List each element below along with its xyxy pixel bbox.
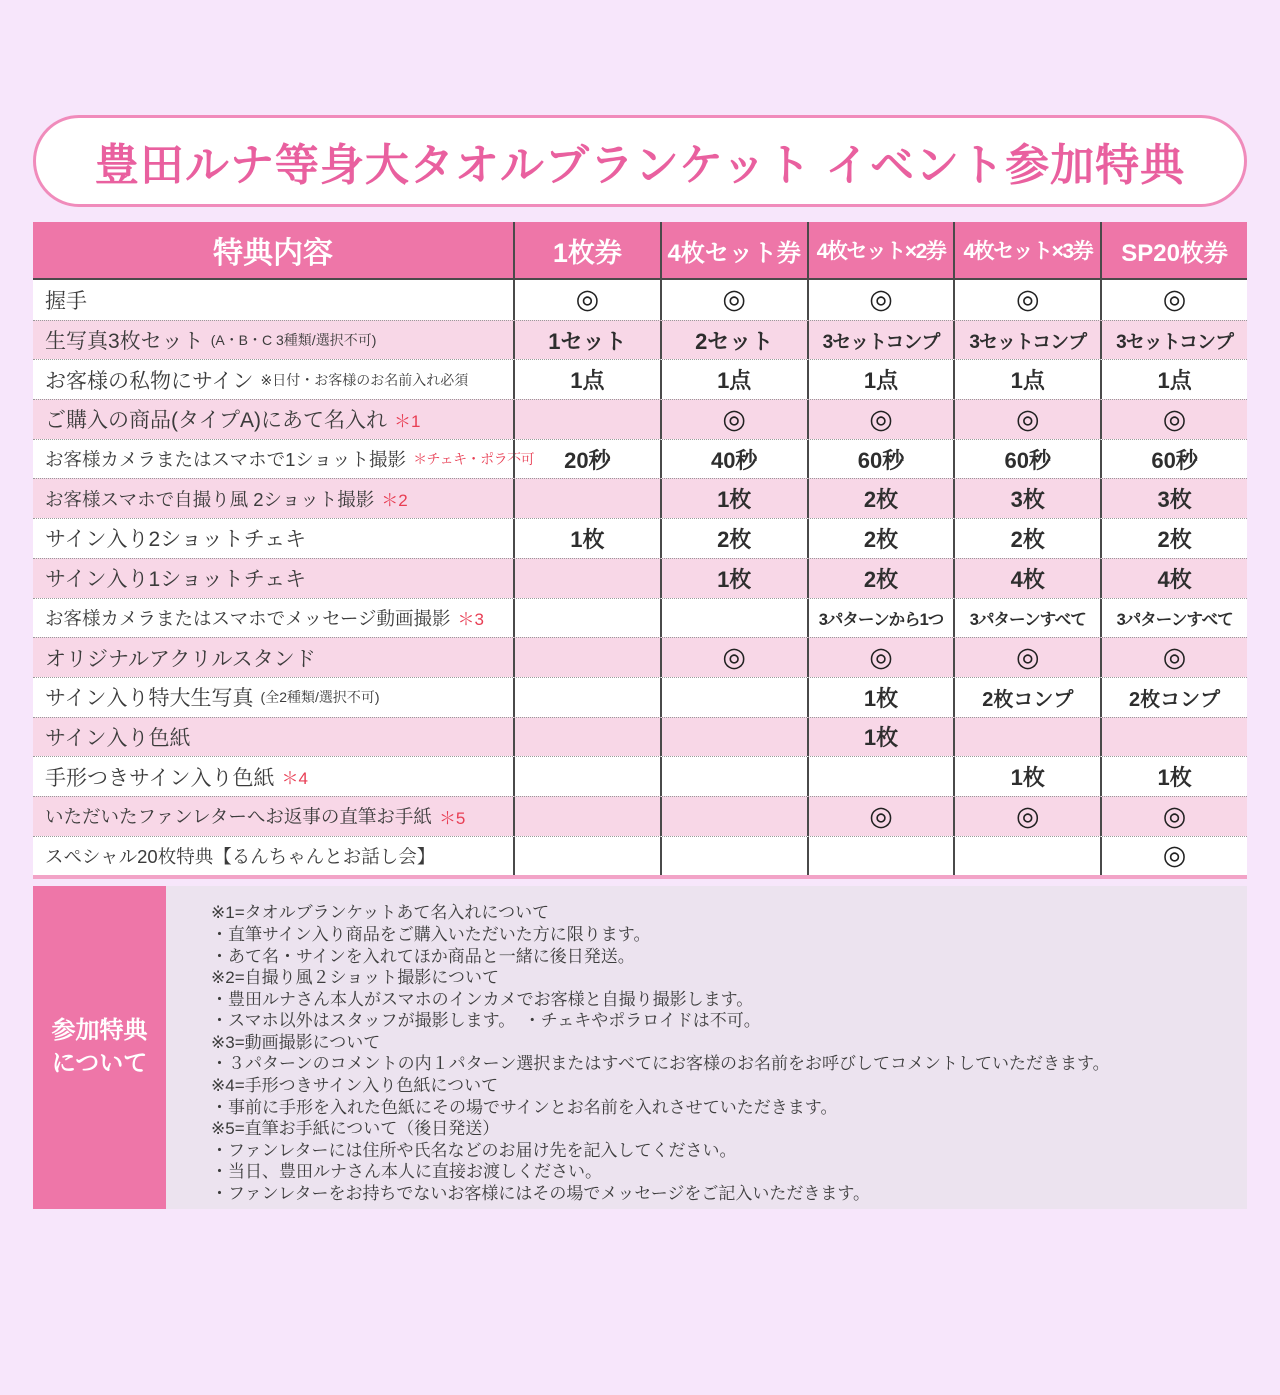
benefit-value-cell	[660, 718, 807, 757]
table-row	[33, 558, 1247, 598]
benefit-value-cell: 20秒	[513, 440, 660, 479]
benefit-value-cell	[513, 638, 660, 677]
benefit-value-cell: 3パターンすべて	[953, 599, 1100, 638]
benefit-label-cell	[33, 360, 513, 399]
benefit-label: 生写真3枚セット	[45, 330, 204, 354]
benefit-value-cell: 1点	[660, 360, 807, 399]
event-benefits-poster	[0, 115, 1280, 1395]
note-line: ※5=直筆お手紙について（後日発送）	[211, 1119, 500, 1139]
benefit-value-cell	[660, 757, 807, 796]
benefit-label: お客様スマホで自撮り風 2ショット撮影	[45, 488, 375, 510]
benefit-value-cell: ◎	[807, 638, 954, 677]
benefit-value-cell: ◎	[807, 797, 954, 836]
table-row	[33, 280, 1247, 320]
benefit-value-cell: ◎	[660, 280, 807, 320]
benefit-value-cell	[660, 678, 807, 717]
note-line: ※4=手形つきサイン入り色紙について	[211, 1076, 499, 1096]
note-line: ・３パターンのコメントの内１パターン選択またはすべてにお客様のお名前をお呼びしてコメントしていただきます。	[211, 1054, 1110, 1074]
benefit-value-cell: ◎	[1100, 280, 1247, 320]
benefit-label-cell	[33, 440, 535, 479]
column-header-ticket-4setx3: 4枚セット×3券	[953, 222, 1100, 278]
table-row	[33, 518, 1247, 558]
benefit-value-cell: 60秒	[1100, 440, 1247, 479]
benefit-label-cell	[33, 718, 513, 757]
benefit-value-cell: 4枚	[953, 559, 1100, 598]
benefit-value-cell	[1100, 718, 1247, 757]
column-header-ticket-4set: 4枚セット券	[660, 222, 807, 278]
benefit-label: オリジナルアクリルスタンド	[45, 647, 316, 671]
benefit-value-cell: 1点	[953, 360, 1100, 399]
benefit-value-cell: 1枚	[660, 479, 807, 518]
benefit-value-cell	[513, 718, 660, 757]
benefit-label-cell	[33, 519, 513, 558]
column-header-ticket-1: 1枚券	[513, 222, 660, 278]
benefit-value-cell: ◎	[807, 280, 954, 320]
benefit-label-cell	[33, 321, 513, 360]
table-row	[33, 677, 1247, 717]
benefit-value-cell: 2枚	[807, 519, 954, 558]
benefit-label: お客様カメラまたはスマホでメッセージ動画撮影	[45, 607, 451, 629]
benefit-value-cell	[953, 837, 1100, 876]
benefit-label-cell	[33, 678, 513, 717]
table-row	[33, 439, 1247, 479]
benefit-value-cell	[660, 797, 807, 836]
benefit-value-cell: ◎	[1100, 797, 1247, 836]
notes-label-line1: 参加特典	[51, 1017, 148, 1045]
benefit-value-cell	[660, 599, 807, 638]
table-header-row	[33, 222, 1247, 280]
benefit-value-cell: 1点	[807, 360, 954, 399]
column-header-benefit: 特典内容	[213, 237, 333, 270]
benefit-value-cell: 3枚	[953, 479, 1100, 518]
benefit-value-cell: 2枚	[807, 479, 954, 518]
benefit-small-note: ※日付・お客様のお名前入れ必須	[260, 371, 469, 388]
benefit-small-note: (全2種類/選択不可)	[260, 689, 380, 706]
benefit-value-cell	[807, 757, 954, 796]
benefit-value-cell	[513, 479, 660, 518]
note-line: ※1=タオルブランケットあて名入れについて	[211, 903, 550, 923]
column-header-ticket-sp20: SP20枚券	[1100, 222, 1247, 278]
note-line: ・直筆サイン入り商品をご購入いただいた方に限ります。	[211, 924, 651, 944]
notes-section	[33, 886, 1247, 1209]
benefit-value-cell: 1枚	[807, 678, 954, 717]
benefit-value-cell	[513, 678, 660, 717]
benefit-label-cell	[33, 280, 513, 320]
benefit-value-cell: 1枚	[953, 757, 1100, 796]
benefit-label: ご購入の商品(タイプA)にあて名入れ	[45, 409, 387, 433]
benefit-value-cell: 3セットコンプ	[1100, 321, 1247, 360]
table-row	[33, 320, 1247, 360]
benefit-value-cell: 1点	[513, 360, 660, 399]
benefit-value-cell	[513, 599, 660, 638]
benefit-label-cell	[33, 797, 513, 836]
table-body	[33, 280, 1247, 875]
benefit-label: サイン入り特大生写真	[45, 687, 254, 711]
benefit-red-note: ＊2	[381, 491, 408, 511]
benefit-label: サイン入り色紙	[45, 726, 191, 750]
benefit-label-cell	[33, 479, 513, 518]
benefit-value-cell	[513, 757, 660, 796]
benefit-label: スペシャル20枚特典【るんちゃんとお話し会】	[45, 845, 436, 867]
benefit-red-note: ＊3	[457, 610, 484, 630]
table-row	[33, 756, 1247, 796]
table-row	[33, 359, 1247, 399]
benefit-value-cell: ◎	[953, 280, 1100, 320]
table-row	[33, 796, 1247, 836]
note-line: ・ファンレターには住所や氏名などのお届け先を記入してください。	[211, 1140, 737, 1160]
benefit-value-cell: ◎	[807, 400, 954, 439]
table-row	[33, 478, 1247, 518]
benefit-label: いただいたファンレターへお返事の直筆お手紙	[45, 806, 432, 828]
benefit-value-cell: ◎	[660, 638, 807, 677]
table-row	[33, 598, 1247, 638]
benefit-value-cell	[953, 718, 1100, 757]
benefit-small-note: (A・B・C 3種類/選択不可)	[210, 332, 377, 349]
benefit-red-note: ＊5	[438, 808, 466, 828]
benefit-value-cell: ◎	[513, 280, 660, 320]
table-row	[33, 717, 1247, 757]
benefit-value-cell: 60秒	[807, 440, 954, 479]
note-line: ・スマホ以外はスタッフが撮影します。 ・チェキやポラロイドは不可。	[211, 1011, 761, 1031]
table-row	[33, 637, 1247, 677]
table-row	[33, 399, 1247, 439]
benefit-value-cell: 2枚	[660, 519, 807, 558]
benefit-value-cell: ◎	[1100, 400, 1247, 439]
benefit-label: サイン入り2ショットチェキ	[45, 528, 307, 552]
benefits-table	[33, 222, 1247, 879]
benefit-value-cell: 1枚	[513, 519, 660, 558]
note-line: ・当日、豊田ルナさん本人に直接お渡しください。	[211, 1162, 602, 1182]
benefit-value-cell	[513, 797, 660, 836]
note-line: ※3=動画撮影について	[211, 1032, 381, 1052]
benefit-value-cell: ◎	[1100, 638, 1247, 677]
benefit-value-cell: 40秒	[660, 440, 807, 479]
column-header-ticket-4setx2: 4枚セット×2券	[807, 222, 954, 278]
benefit-value-cell: 2枚	[1100, 519, 1247, 558]
benefit-value-cell: ◎	[953, 797, 1100, 836]
benefit-label: サイン入り1ショットチェキ	[45, 568, 307, 592]
benefit-value-cell	[513, 400, 660, 439]
table-row	[33, 836, 1247, 876]
benefit-value-cell: 3枚	[1100, 479, 1247, 518]
benefit-label-cell	[33, 400, 513, 439]
benefit-red-note: ＊4	[281, 769, 308, 789]
notes-label-line2: について	[51, 1049, 148, 1077]
benefit-red-note: ＊チェキ・ポラ不可	[413, 451, 535, 468]
benefit-value-cell: 1枚	[807, 718, 954, 757]
note-line: ・ファンレターをお持ちでないお客様にはその場でメッセージをご記入いただきます。	[211, 1184, 871, 1204]
benefit-value-cell: ◎	[660, 400, 807, 439]
benefit-value-cell: 2セット	[660, 321, 807, 360]
benefit-value-cell: 1枚	[1100, 757, 1247, 796]
note-line: ・豊田ルナさん本人がスマホのインカメでお客様と自撮り撮影します。	[211, 989, 754, 1009]
notes-label	[33, 886, 166, 1209]
benefit-value-cell: 2枚コンプ	[1100, 678, 1247, 717]
benefit-value-cell: 3セットコンプ	[807, 321, 954, 360]
note-line: ※2=自撮り風２ショット撮影について	[211, 968, 499, 988]
benefit-red-note: ＊1	[393, 411, 421, 431]
benefit-value-cell: 2枚コンプ	[953, 678, 1100, 717]
benefit-value-cell	[807, 837, 954, 876]
benefit-value-cell: 3パターンすべて	[1100, 599, 1247, 638]
benefit-value-cell: 1点	[1100, 360, 1247, 399]
benefit-value-cell: 2枚	[953, 519, 1100, 558]
benefit-value-cell	[660, 837, 807, 876]
benefit-label: 握手	[45, 289, 87, 313]
benefit-label: お客様カメラまたはスマホで1ショット撮影	[45, 449, 407, 471]
notes-body	[166, 886, 1247, 1209]
benefit-value-cell: 3セットコンプ	[953, 321, 1100, 360]
benefit-value-cell	[513, 837, 660, 876]
title-banner	[33, 115, 1247, 207]
benefit-label: お客様の私物にサイン	[45, 369, 254, 393]
benefit-value-cell: 1セット	[513, 321, 660, 360]
note-line: ・あて名・サインを入れてほか商品と一緒に後日発送。	[211, 946, 635, 966]
benefit-label-cell	[33, 837, 513, 876]
note-line: ・事前に手形を入れた色紙にその場でサインとお名前を入れさせていただきます。	[211, 1097, 838, 1117]
benefit-label: 手形つきサイン入り色紙	[45, 766, 275, 790]
benefit-value-cell: ◎	[953, 638, 1100, 677]
benefit-value-cell: ◎	[953, 400, 1100, 439]
benefit-label-cell	[33, 638, 513, 677]
benefit-label-cell	[33, 559, 513, 598]
benefit-label-cell	[33, 757, 513, 796]
benefit-value-cell: ◎	[1100, 837, 1247, 876]
benefit-value-cell	[513, 559, 660, 598]
benefit-label-cell	[33, 599, 513, 638]
benefit-value-cell: 60秒	[953, 440, 1100, 479]
benefit-value-cell: 2枚	[807, 559, 954, 598]
benefit-value-cell: 4枚	[1100, 559, 1247, 598]
benefit-value-cell: 3パターンから1つ	[807, 599, 954, 638]
benefit-value-cell: 1枚	[660, 559, 807, 598]
page-title: 豊田ルナ等身大タオルブランケット イベント参加特典	[94, 141, 1186, 190]
